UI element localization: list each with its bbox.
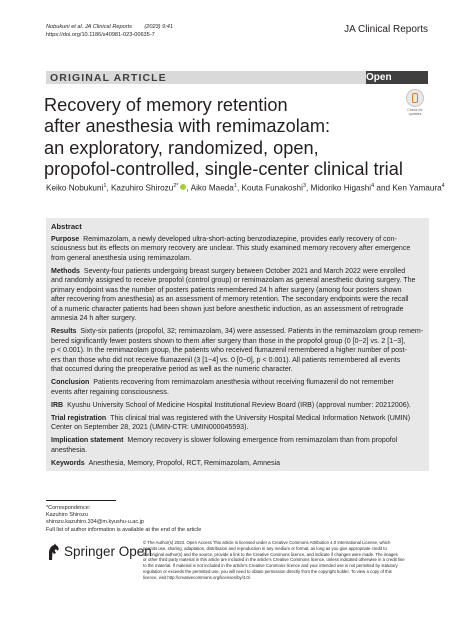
section-label: Keywords <box>51 459 85 467</box>
abstract-results <box>51 327 424 375</box>
check-for-line: Check for <box>407 108 423 112</box>
section-text: Kyushu University School of Medicine Hospital Institutional Review Board (IRB) (approval number: 20212006). <box>67 401 411 409</box>
running-header <box>46 23 173 39</box>
footnote-divider <box>46 500 116 501</box>
license-line: the original author(s) and the source, provide a link to the Creative Commons licence, and indicate if changes were made. The images <box>143 551 398 557</box>
abstract-trial-registration <box>51 414 424 433</box>
affiliation-mark: 1 <box>233 183 237 189</box>
section-text: from general anesthesia using remimazolam. <box>51 254 192 262</box>
license-notice <box>143 540 428 580</box>
abstract-box <box>46 218 429 471</box>
section-text: p < 0.001). In the remimazolam group, the patients who received flumazenil remembered a higher number of post- <box>51 347 407 355</box>
journal-reference: Nobukuni et al. JA Clinical Reports <box>46 24 132 30</box>
section-label: Purpose <box>51 235 80 243</box>
section-text: Patients recovering from remimazolam anesthesia without receiving flumazenil do not remember <box>93 379 394 387</box>
section-text: Anesthesia, Memory, Propofol, RCT, Remimazolam, Amnesia <box>88 459 280 467</box>
author-list <box>46 183 445 193</box>
title-line: Recovery of memory retention <box>44 95 288 115</box>
title-line: after anesthesia with remimazolam: <box>44 116 331 137</box>
section-text: Sixty-six patients (propofol, 32; remimazolam, 34) were assessed. Patients in the remimazolam group remem- <box>80 328 424 336</box>
section-text: primary endpoint was the number of posters patients remembered 24 h after surgery (among four posters shown <box>51 286 402 294</box>
license-line: © The Author(s) 2023. Open Access This article is licensed under a Creative Commons Attribution 4.0 International License, which <box>143 540 391 545</box>
section-label: Results <box>51 328 77 336</box>
open-access-label: Open Access <box>366 72 402 94</box>
abstract-keywords <box>51 459 424 469</box>
section-text: This clinical trial was registered with the University Hospital Medical Information Network (UMIN) <box>110 414 411 422</box>
open-access-badge <box>366 71 428 94</box>
section-text: and randomly assigned to receive propofol (control group) or remimazolam as general anesthetic during surgery. The <box>51 277 416 285</box>
title-line: an exploratory, randomized, open, <box>44 137 319 158</box>
abstract-implication <box>51 436 424 455</box>
year-page: (2023) 9:41 <box>144 24 173 30</box>
article-title <box>44 95 404 180</box>
abstract-heading: Abstract <box>51 222 82 231</box>
section-text: after recovering from anesthesia) as an assessment of memory retention. The secondary endpoints were the recall <box>51 296 409 304</box>
section-text: Remimazolam, a newly developed ultra-short-acting benzodiazepine, provides early recovery of con- <box>83 235 397 243</box>
title-line: propofol-controlled, single-center clinical trial <box>44 158 403 179</box>
section-text: Memory recovery is slower following emergence from remimazolam than from propofol <box>127 437 398 445</box>
author-name: , Aiko Maeda <box>186 183 234 193</box>
affiliation-mark: 2* <box>173 183 179 189</box>
affiliation-mark: 4 <box>371 183 375 189</box>
section-text: sciousness but its effects on memory recovery are unclear. This study examined memory recovery after emergence <box>51 245 411 253</box>
footnote-line: Full list of author information is available at the end of the article <box>46 526 202 533</box>
abstract-conclusion <box>51 378 424 397</box>
section-text: bered significantly fewer posters shown to them after surgery than those in the propofol group (0 [0−2] vs. 2 [1−3], <box>51 337 406 345</box>
section-text: ers than those who did not receive flumazenil (3 [1−4] vs. 0 [0−0], p < 0.001). All patients remembered all events <box>51 356 401 364</box>
license-line: to the material. If material is not included in the article's Creative Commons licence and your intended use is not permitted by statutory <box>143 563 398 568</box>
doi-link[interactable]: https://doi.org/10.1186/s40981-023-00635-7 <box>46 32 155 38</box>
section-text: anesthesia. <box>51 446 88 454</box>
article-type: ORIGINAL ARTICLE <box>50 72 167 84</box>
footnote-line: Kazuhiro Shirozu <box>46 512 88 519</box>
affiliation-mark: 3 <box>302 183 306 189</box>
abstract-methods <box>51 267 424 324</box>
license-line: or other third party material in this article are included in the article's Creative Commons licence, unless indicated otherwise in a credit line <box>143 557 405 563</box>
footnote-line: *Correspondence: <box>46 505 91 511</box>
section-label: Conclusion <box>51 379 90 387</box>
springer-horse-icon <box>46 543 60 561</box>
affiliation-mark: 1 <box>103 183 107 189</box>
affiliation-mark: 4 <box>441 183 445 189</box>
journal-name: JA Clinical Reports <box>344 24 428 35</box>
section-label: Methods <box>51 267 80 275</box>
section-text: that occurred during the preoperative period as well as the numeric character. <box>51 366 293 374</box>
orcid-icon[interactable] <box>180 184 186 190</box>
section-label: Trial registration <box>51 414 107 422</box>
license-line: regulation or exceeds the permitted use, you will need to obtain permission directly from the copyright holder. To view a copy of this <box>143 568 392 574</box>
section-text: of a numeric character patients had been shown just before anesthetic induction, as an assessment of retrograde <box>51 305 404 313</box>
check-for-updates-icon <box>406 89 424 107</box>
correspondence-footnote <box>46 505 201 534</box>
section-text: Center on September 28, 2021 (UMIN-CTR: UMIN000045593). <box>51 424 249 432</box>
author-name: Keiko Nobukuni <box>46 183 104 193</box>
license-line: permits use, sharing, adaptation, distribution and reproduction in any medium or format, as long as you give appropriate credit to <box>143 545 387 551</box>
section-text: Seventy-four patients undergoing breast surgery between October 2021 and March 2022 were enrolled <box>83 267 406 275</box>
section-text: events after regaining consciousness. <box>51 388 169 396</box>
section-text: amnesia 24 h after surgery. <box>51 315 137 323</box>
publisher-name: Springer Open <box>64 544 152 559</box>
abstract-purpose <box>51 235 424 264</box>
author-name: and Ken Yamaura <box>374 183 442 193</box>
updates-line: updates <box>408 112 422 117</box>
author-name: , Kazuhiro Shirozu <box>106 183 174 193</box>
correspondence-email[interactable]: shirozu.kazuhiro.334@m.kyushu-u.ac.jp <box>46 519 144 526</box>
section-label: IRB <box>51 401 64 409</box>
check-for-updates-badge[interactable] <box>404 89 426 116</box>
author-name: , Midoriko Higashi <box>306 183 372 193</box>
section-label: Implication statement <box>51 437 124 445</box>
author-name: , Kouta Funakoshi <box>236 183 303 193</box>
license-line: licence, visit http://creativecommons.org/licenses/by/4.0/. <box>143 574 252 580</box>
abstract-irb <box>51 401 424 411</box>
